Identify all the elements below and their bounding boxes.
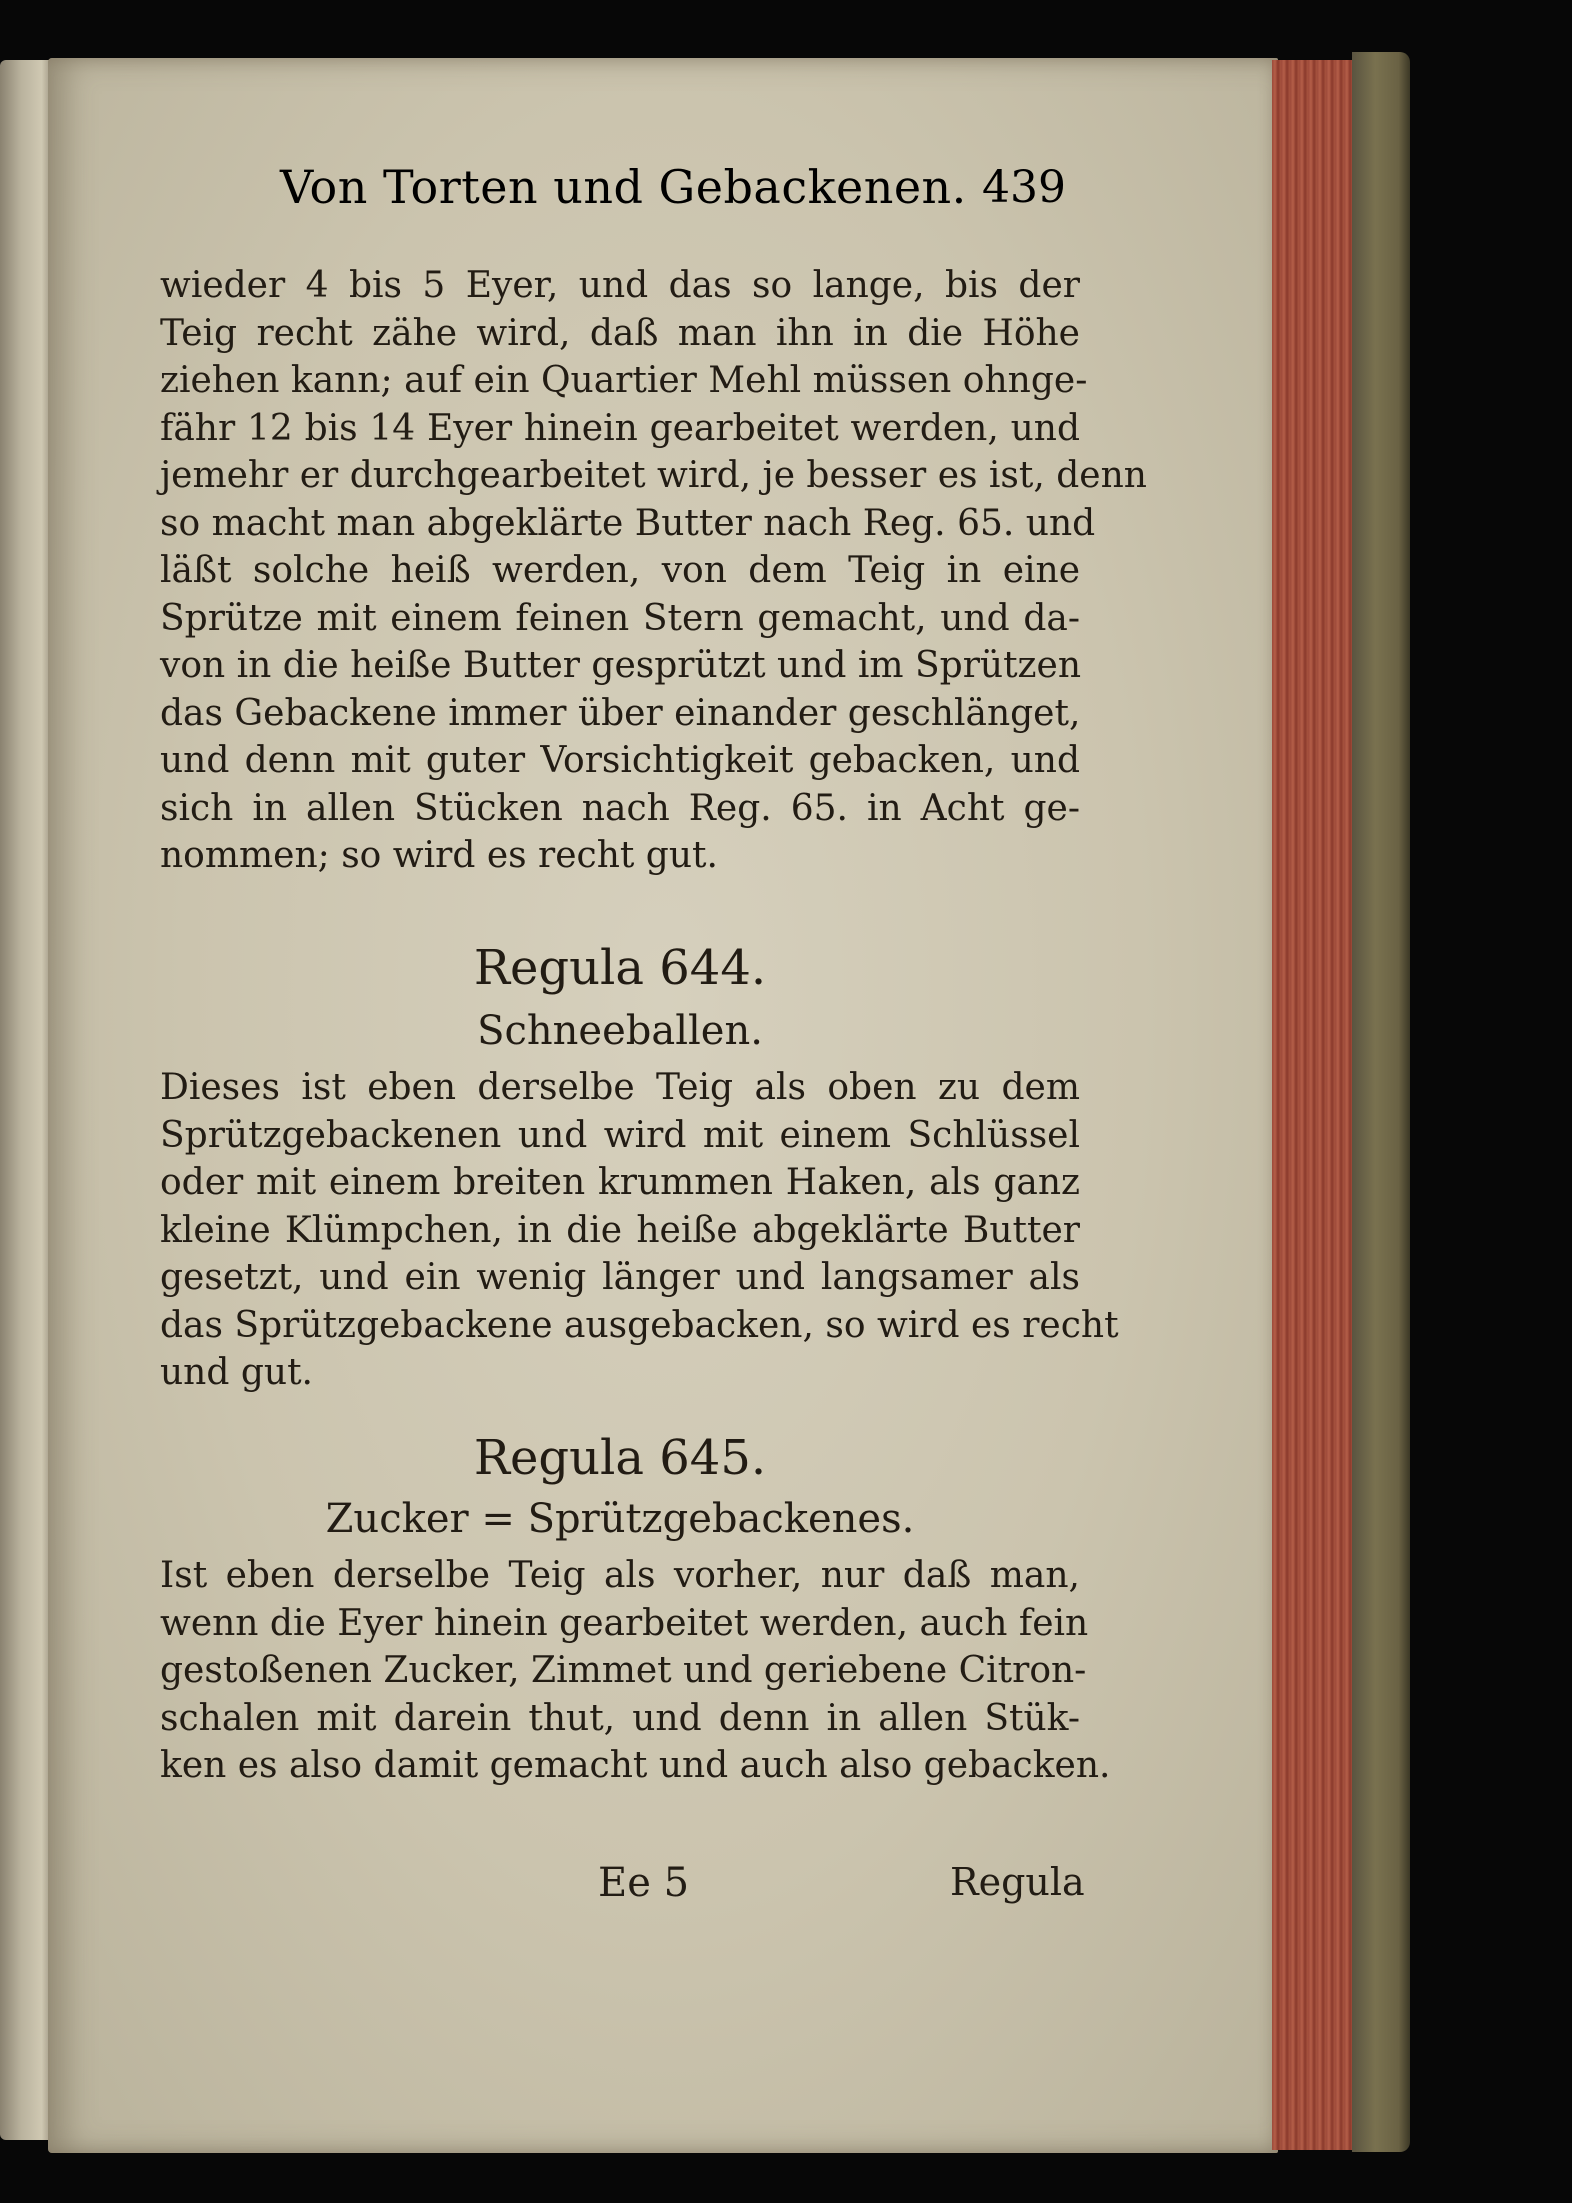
text-line: und gut. <box>160 1352 313 1393</box>
text-line: Sprützgebackenen und wird mit einem Schlüssel <box>160 1114 1080 1156</box>
text-line: gesetzt, und ein wenig länger und langsamer als <box>160 1257 1080 1298</box>
text-line: gestoßenen Zucker, Zimmet und geriebene Citron- <box>160 1650 1087 1691</box>
text-line: Dieses ist eben derselbe Teig als oben zu dem <box>160 1067 1080 1108</box>
text-line: das Gebackene immer über einander geschlänget, <box>160 692 1081 734</box>
text-line: wenn die Eyer hinein gearbeitet werden, auch fein <box>160 1602 1089 1644</box>
regula-644-title: Schneeballen. <box>477 1008 763 1054</box>
text-line: von in die heiße Butter gesprützt und im Sprützen <box>160 645 1082 686</box>
regula-645-title: Zucker = Sprützgebackenes. <box>325 1496 915 1542</box>
text-line: wieder 4 bis 5 Eyer, und das so lange, bis der <box>160 265 1080 306</box>
running-head: Von Torten und Gebackenen. <box>280 160 967 214</box>
page-edges <box>1272 60 1364 2150</box>
text-line: und denn mit guter Vorsichtigkeit gebacken, und <box>160 740 1080 781</box>
intro-paragraph <box>160 262 1147 880</box>
text-line: Teig recht zähe wird, daß man ihn in die Höhe <box>160 312 1080 354</box>
text-line: jemehr er durchgearbeitet wird, je besser es ist, denn <box>160 455 1147 496</box>
text-line: kleine Klümpchen, in die heiße abgeklärte Butter <box>160 1209 1080 1251</box>
text-line: oder mit einem breiten krummen Haken, als ganz <box>160 1162 1080 1203</box>
signature-mark: Ee 5 <box>598 1860 690 1906</box>
text-line: ken es also damit gemacht und auch also gebacken. <box>160 1745 1111 1786</box>
text-line: sich in allen Stücken nach Reg. 65. in Acht ge- <box>160 787 1080 829</box>
page-number: 439 <box>982 162 1066 213</box>
text-line: ziehen kann; auf ein Quartier Mehl müssen ohnge- <box>160 360 1088 401</box>
text-line: Ist eben derselbe Teig als vorher, nur daß man, <box>160 1555 1080 1596</box>
regula-645-paragraph <box>160 1552 1111 1790</box>
regula-645-heading: Regula 645. <box>473 1430 767 1486</box>
text-line: nommen; so wird es recht gut. <box>160 835 718 876</box>
text-line: Sprütze mit einem feinen Stern gemacht, und da- <box>160 597 1080 639</box>
book-spine <box>0 60 52 2140</box>
regula-644-heading: Regula 644. <box>473 940 767 996</box>
text-line: das Sprützgebackene ausgebacken, so wird es recht <box>160 1304 1119 1346</box>
text-line: fähr 12 bis 14 Eyer hinein gearbeitet werden, und <box>160 407 1080 449</box>
text-line: läßt solche heiß werden, von dem Teig in eine <box>160 550 1080 591</box>
text-line: so macht man abgeklärte Butter nach Reg. 65. und <box>160 502 1096 544</box>
page-header <box>280 160 1080 230</box>
book-cover-edge <box>1352 52 1410 2152</box>
text-line: schalen mit darein thut, und denn in allen Stük- <box>160 1697 1080 1739</box>
catchword: Regula <box>950 1860 1085 1904</box>
regula-644-paragraph <box>160 1064 1119 1397</box>
